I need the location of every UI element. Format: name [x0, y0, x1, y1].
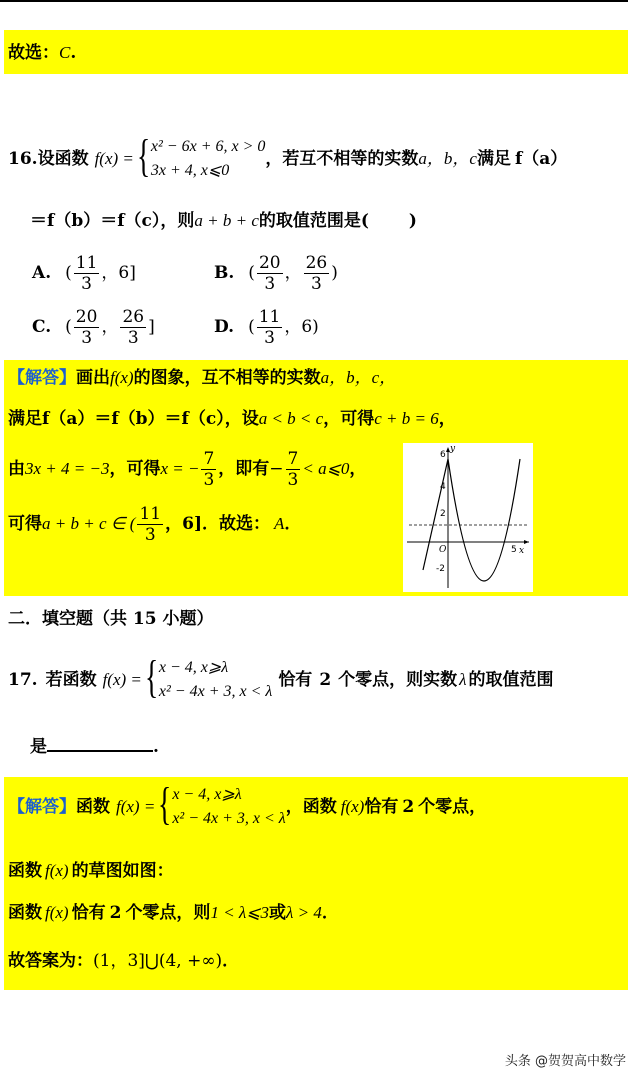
q17-line1 [8, 651, 554, 706]
q16-option-d [214, 304, 319, 350]
answer15-label: 故选： [8, 43, 59, 63]
sol16-line1 [8, 367, 396, 389]
watermark-text: 头条 @贺贺高中数学 [504, 1054, 626, 1069]
option-c-sep: ， [101, 317, 119, 337]
answer15-box [4, 30, 628, 74]
sol16-l1vars: a，b，c， [320, 368, 397, 387]
sol16-l2cond: f（a）＝f（b）＝f（c）， [42, 409, 242, 429]
q16-line1 [8, 130, 568, 184]
option-c-label: C. [32, 317, 52, 337]
sol16-line4 [8, 500, 301, 548]
q16-stem1: 设函数 [37, 149, 89, 169]
answer15-line [8, 42, 76, 64]
q16-option-c [32, 304, 155, 350]
q16-piece2: 3x + 4, x⩽0 [150, 162, 230, 179]
sol16-frac2 [286, 449, 301, 490]
q17-stem2: 恰有 [278, 670, 313, 690]
option-d-rest: ，6) [284, 317, 319, 337]
sol16-line3 [8, 445, 366, 493]
sol17-l3fx: f(x) [45, 903, 69, 922]
sol16-l3b: ，可得 [109, 459, 161, 479]
q16-sum: a + b + c [194, 211, 259, 230]
sol16-l2c: ，可得 [323, 409, 375, 429]
section2-title-text: 二．填空题（共 15 小题） [8, 609, 214, 629]
option-d-num: 11 [258, 306, 281, 327]
sol17-l1n: 2 [402, 797, 415, 817]
sol16-frac3-den: 3 [144, 524, 156, 545]
option-b-open: ( [248, 263, 255, 283]
sol16-frac1-num: 7 [203, 448, 215, 469]
option-a-fraction [74, 253, 100, 294]
q17-piecewise: { x − 4, x⩾λ x² − 4x + 3, x < λ [144, 651, 273, 702]
sol16-l3eq: 3x + 4 = −3 [25, 459, 110, 478]
q16-function: f(x) = [94, 149, 134, 168]
sol16-frac2-num: 7 [287, 448, 299, 469]
q17-count: 2 [319, 670, 332, 690]
sol17-l2b: 的草图如图： [71, 861, 174, 881]
q17-stem3: 个零点，则实数 [338, 670, 458, 690]
q16-paren-close: ) [408, 211, 417, 231]
sol16-l3x: x = − [160, 459, 200, 478]
sol17-l1a: 函数 [76, 797, 110, 817]
q16-piece1: x² − 6x + 6, x > 0 [150, 138, 266, 155]
sol17-l3r1: 1 < λ⩽3 [210, 903, 270, 922]
sol16-tag: 【解答】 [8, 368, 76, 388]
sol17-l2a: 函数 [8, 861, 42, 881]
tick-6: 6 [440, 450, 446, 460]
sol17-line3 [8, 902, 339, 924]
sol17-l4a: 故答案为： [8, 951, 93, 971]
sol17-l4e: ． [222, 951, 240, 971]
sol16-l3d: ， [349, 459, 367, 479]
sol17-l3d: 或 [269, 903, 287, 923]
q16-vars: a，b，c [418, 149, 477, 168]
option-b-den2: 3 [310, 273, 322, 294]
option-c-fraction1 [74, 307, 100, 348]
sol17-l4ans: (1，3]⋃(4, +∞) [93, 951, 223, 971]
q16-line2-text: ＝f（b）＝f（c），则 [30, 211, 195, 231]
sol16-l1fx: f(x) [110, 368, 134, 387]
q16-cond1: f（a） [514, 149, 568, 169]
option-b-fraction2 [304, 253, 330, 294]
sol17-l1fx: f(x) [340, 797, 365, 816]
top-rule [0, 0, 628, 2]
sol17-l1c: 恰有 [364, 797, 399, 817]
option-a-open: ( [65, 263, 72, 283]
tick-x5: 5 [511, 545, 517, 555]
option-c-den1: 3 [81, 327, 93, 348]
option-b-close: ) [331, 263, 338, 283]
sol17-function: f(x) = [116, 797, 156, 816]
option-b-num1: 20 [258, 252, 281, 273]
q16-option-a [32, 250, 136, 296]
sol16-l3a: 由 [8, 459, 25, 479]
q17-piece2: x² − 4x + 3, x < λ [158, 683, 273, 700]
q16-number: 16. [8, 149, 38, 169]
sol17-line1 [8, 780, 486, 834]
q16-line2b: 的取值范围是( [258, 211, 369, 231]
origin-label: O [439, 545, 447, 555]
sol17-l3r2: λ > 4 [286, 903, 322, 922]
option-c-fraction2 [120, 307, 146, 348]
section2-title [8, 608, 214, 630]
option-a-rest: ，6] [101, 263, 136, 283]
q17-stem4: 的取值范围 [468, 670, 554, 690]
sol17-piece1: x − 4, x⩾λ [172, 786, 242, 803]
option-d-fraction [257, 307, 283, 348]
sol17-l3a: 函数 [8, 903, 42, 923]
option-d-open: ( [248, 317, 255, 337]
sol17-l3n: 2 [109, 903, 122, 923]
q16-piecewise: { x² − 6x + 6, x > 0 3x + 4, x⩽0 [136, 130, 266, 181]
q16-option-b [214, 250, 338, 296]
sol17-tag: 【解答】 [8, 797, 76, 817]
sol16-frac2-den: 3 [287, 469, 299, 490]
q17-function: f(x) = [102, 670, 142, 689]
sol17-l3b: 恰有 [71, 903, 106, 923]
sol16-l2a: 满足 [8, 409, 42, 429]
x-label: x [519, 546, 525, 556]
sol16-frac1-den: 3 [203, 469, 215, 490]
sol16-l2b: 设 [241, 409, 259, 429]
option-b-label: B. [214, 263, 235, 283]
sol16-frac1 [201, 449, 216, 490]
option-b-sep: ， [284, 263, 302, 283]
sol16-l4rest: ，6]．故选： [165, 514, 270, 534]
option-d-label: D. [214, 317, 235, 337]
sol17-l1d: 个零点， [418, 797, 487, 817]
q17-stem1: 若函数 [45, 670, 97, 690]
option-a-label: A. [32, 263, 52, 283]
tick-neg2: -2 [436, 564, 445, 574]
sol17-piece2: x² − 4x + 3, x < λ [172, 810, 286, 827]
sol16-line2 [8, 408, 456, 430]
option-a-den: 3 [81, 273, 92, 294]
option-a-num: 11 [75, 252, 98, 273]
option-d-den: 3 [264, 327, 275, 348]
option-c-close: ] [148, 317, 155, 337]
answer15-end: . [70, 43, 77, 63]
y-label: y [450, 444, 456, 454]
q17-lambda: λ [459, 670, 467, 689]
sol17-piecewise: { x − 4, x⩾λ x² − 4x + 3, x < λ [158, 778, 286, 829]
sol16-l2d: ， [438, 409, 456, 429]
q17-line2end: . [153, 737, 159, 757]
option-c-num1: 20 [75, 306, 98, 327]
sol17-l2fx: f(x) [45, 861, 69, 880]
sol16-l4end: ． [284, 514, 302, 534]
sol17-l3e: ． [321, 903, 339, 923]
sol16-l3neg: − [269, 459, 284, 479]
sol17-l1b: ，函数 [285, 797, 337, 817]
sol16-l3c: ，即有 [218, 459, 270, 479]
sol16-frac3-num: 11 [139, 503, 162, 524]
answer15-choice: C [59, 43, 71, 62]
watermark [505, 1050, 626, 1069]
q17-line2a: 是 [30, 737, 47, 757]
sol16-l1b: 的图象，互不相等的实数 [133, 368, 321, 388]
tick-4: 4 [440, 482, 446, 492]
option-b-den1: 3 [264, 273, 276, 294]
option-c-num2: 26 [122, 306, 145, 327]
sol16-l2ineq: a < b < c [258, 409, 324, 428]
sol16-l3tail: < a⩽0 [302, 459, 350, 478]
q16-stem3: 满足 [476, 149, 511, 169]
sol16-l4ans: A [273, 514, 285, 533]
sol16-l4expr: a + b + c ∈ ( [42, 514, 136, 533]
sol16-l2eq: c + b = 6 [374, 409, 439, 428]
sol17-line2 [8, 860, 174, 882]
q17-line2 [30, 734, 159, 758]
option-c-open: ( [65, 317, 72, 337]
q17-number: 17. [8, 670, 38, 690]
sol17-line4 [8, 950, 239, 972]
sol17-l3c: 个零点，则 [125, 903, 211, 923]
sol16-frac3 [137, 504, 163, 545]
q17-answer-blank[interactable] [47, 734, 153, 752]
sol16-l4a: 可得 [8, 514, 42, 534]
option-b-fraction1 [257, 253, 283, 294]
q17-piece1: x − 4, x⩾λ [158, 659, 229, 676]
q16-line2 [30, 210, 417, 232]
tick-2: 2 [440, 509, 446, 519]
option-c-den2: 3 [127, 327, 139, 348]
function-graph [403, 443, 533, 592]
sol16-l1a: 画出 [76, 368, 110, 388]
option-b-num2: 26 [305, 252, 328, 273]
q16-stem2: ，若互不相等的实数 [265, 149, 419, 169]
